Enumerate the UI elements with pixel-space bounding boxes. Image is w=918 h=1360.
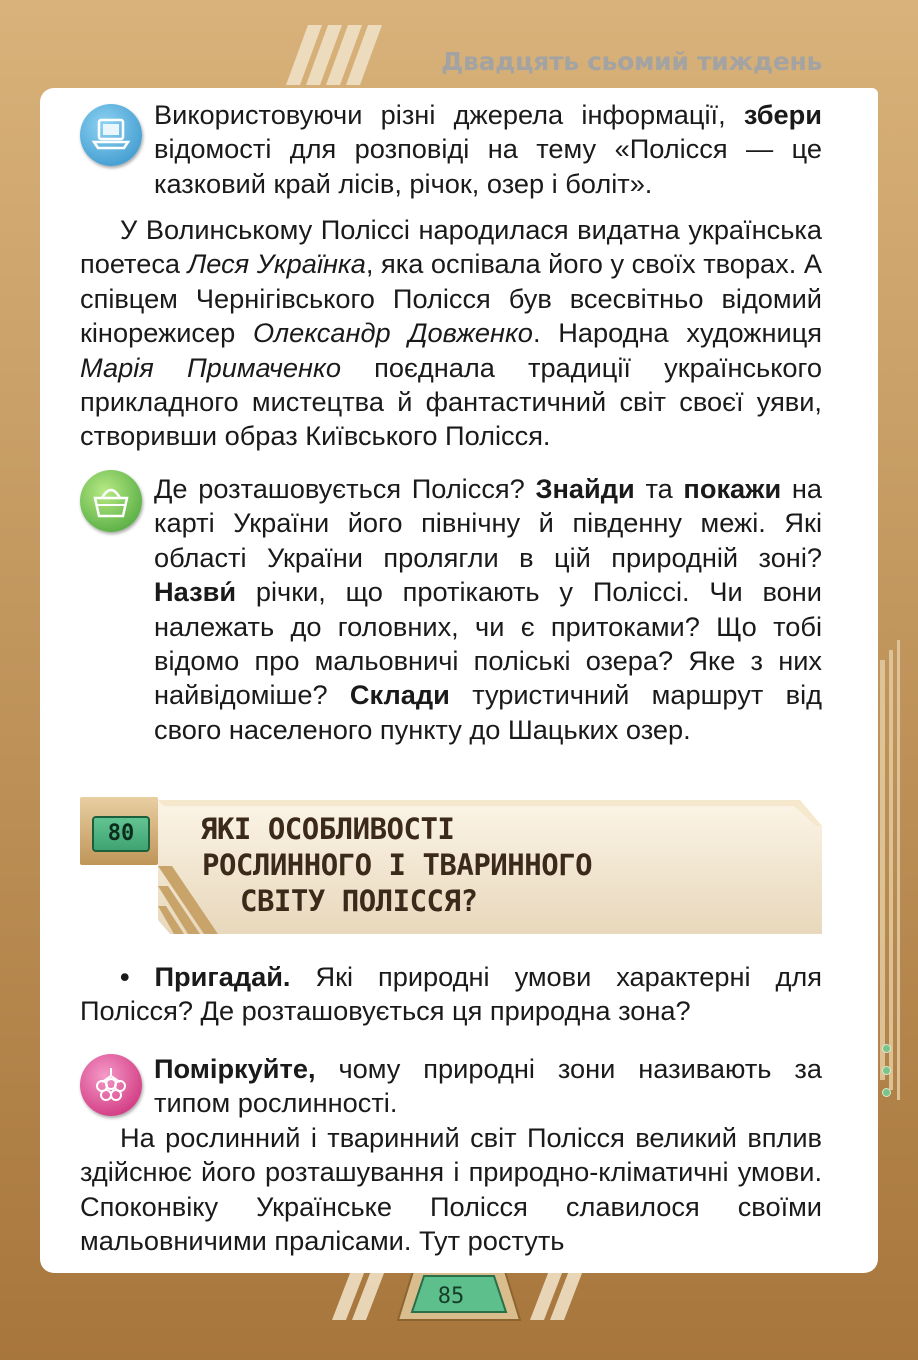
keyword-compose: Склади [349, 679, 450, 711]
map-task-t1: Де розташовується Полісся? [154, 473, 525, 504]
name-oleksandr-dovzhenko: Олександр Довженко [252, 317, 533, 349]
task-keyword-collect: збери [743, 99, 822, 130]
task-text-part2: відомості для розповіді на тему «Полісся — це казковий край лісів, річок, озер і боліт». [154, 133, 822, 199]
paragraph1-text-a: У Волинському Поліссі народилася видатна українська поетеса [80, 214, 822, 280]
paragraph-famous-people [80, 213, 822, 454]
viburnum-berries-icon [80, 1054, 142, 1116]
keyword-find: Знайди [535, 473, 635, 504]
paragraph1-text-c: . Народна художниця [532, 317, 822, 349]
map-task-text [154, 472, 822, 747]
recall-label: Пригадай. [154, 961, 291, 992]
task-text-part1: Використовуючи різні джерела інформації, [154, 99, 726, 130]
page-header-title: Двадцять сьомий тиждень [441, 47, 822, 76]
recall-text: Які природні умови характерні для Полісся? Де розташовується ця природна зона? [80, 961, 822, 1027]
keyword-think: Поміркуйте, [154, 1053, 316, 1084]
name-lesya-ukrainka: Леся Українка [187, 248, 366, 280]
recall-bullet: • [120, 961, 130, 992]
map-task-t5: туристичний маршрут від свого населеного пункту до Шацьких озер. [154, 679, 822, 745]
page-number: 85 [437, 1284, 465, 1309]
paragraph2-text: На рослинний і тваринний світ Полісся великий вплив здійснює його розташування і природно-кліматичні умови. Споконвіку Українське Полісся славилося своїми мальовничими пралісами. Тут ростуть [80, 1122, 822, 1257]
paragraph-flora-fauna [80, 1121, 822, 1259]
paragraph1-text-d: поєднала традиції українського прикладного мистецтва й фантастичний світ своєї уяви, створивши образ Київського Полісся. [80, 351, 822, 452]
recall-question [80, 960, 822, 1029]
keyword-show: покажи [683, 473, 782, 504]
paragraph1-text-b: , яка оспівала його у своїх творах. А співцем Чернігівського Полісся був всесвітньо відомий кінорежисер [80, 248, 823, 349]
laptop-icon [80, 104, 142, 166]
name-mariia-prymachenko: Марія Примаченко [80, 351, 341, 383]
section-title-line3: СВІТУ ПОЛІССЯ? [240, 884, 478, 918]
map-task-t2: та [645, 473, 673, 504]
map-task-t4: річки, що протікають у Поліссі. Чи вони належать до головних, чи є притоками? Що тобі відомо про мальовничі поліські озера? Яке з них найвідоміше? [154, 576, 822, 711]
map-task-t3: на карті України його північну й південну межі. Які області України пролягли в цій природній зоні? [154, 473, 823, 573]
think-task-body: чому природні зони називають за типом рослинності. [154, 1053, 822, 1119]
basket-icon [80, 470, 142, 532]
research-task-text [154, 98, 822, 201]
think-task-text [154, 1052, 822, 1121]
section-title-line1: ЯКІ ОСОБЛИВОСТІ [200, 812, 455, 846]
keyword-name: Назви́ [154, 576, 237, 608]
section-number: 80 [92, 816, 150, 852]
section-title-line2: РОСЛИННОГО І ТВАРИННОГО [202, 848, 593, 882]
